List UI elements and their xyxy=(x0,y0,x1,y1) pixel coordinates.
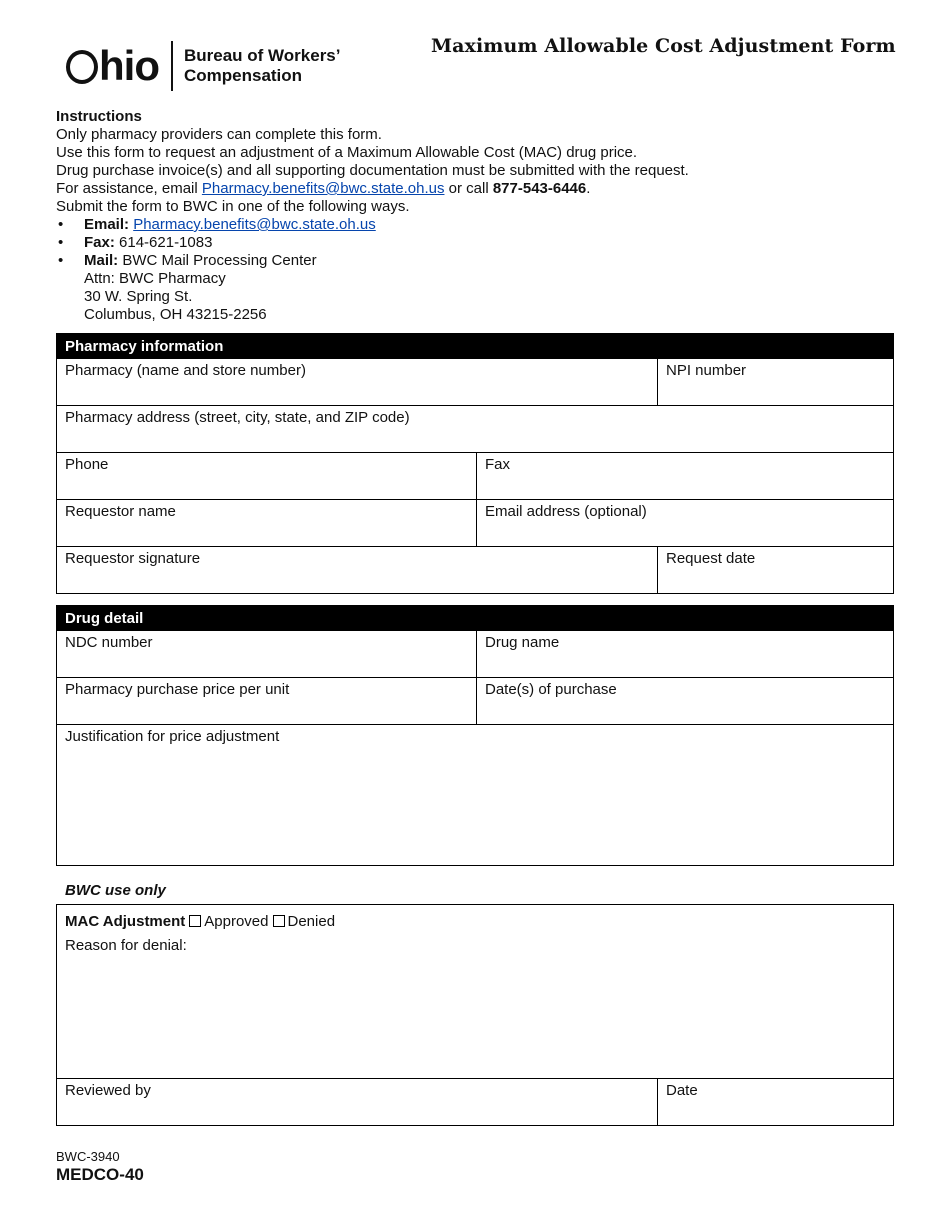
pharmacy-information-heading: Pharmacy information xyxy=(57,334,893,359)
form-row xyxy=(57,405,893,452)
form-row xyxy=(57,499,893,546)
instructions-line: Drug purchase invoice(s) and all supporting documentation must be submitted with the request. xyxy=(56,162,689,179)
drug-name-field[interactable]: Drug name xyxy=(476,631,893,677)
drug-detail-heading: Drug detail xyxy=(57,606,893,631)
denied-label: Denied xyxy=(287,913,336,930)
reason-for-denial-field[interactable]: Reason for denial: xyxy=(65,937,187,954)
phone-field[interactable]: Phone xyxy=(65,456,109,473)
mac-adjustment-area xyxy=(57,905,893,1078)
assistance-line: For assistance, email Pharmacy.benefits@bwc.state.oh.us or call 877-543-6446. xyxy=(56,180,591,197)
submit-email-item: • Email: Pharmacy.benefits@bwc.state.oh.us xyxy=(58,216,376,233)
approved-checkbox[interactable] xyxy=(189,915,201,927)
mail-address-line: 30 W. Spring St. xyxy=(84,288,193,305)
mac-adjustment-line xyxy=(65,913,885,931)
purchase-price-field[interactable]: Pharmacy purchase price per unit xyxy=(65,681,290,698)
mac-adjustment-label: MAC Adjustment xyxy=(65,913,186,930)
fax-field[interactable]: Fax xyxy=(476,453,893,499)
ohio-wordmark xyxy=(66,42,159,89)
pharmacy-name-field[interactable]: Pharmacy (name and store number) xyxy=(65,362,306,379)
email-address-field[interactable]: Email address (optional) xyxy=(476,500,893,546)
bureau-name xyxy=(184,46,341,86)
bureau-line1: Bureau of Workers’ xyxy=(183,46,341,65)
instructions-block xyxy=(56,108,916,324)
instructions-heading: Instructions xyxy=(56,108,142,125)
bureau-line2: Compensation xyxy=(183,66,303,85)
requestor-signature-field[interactable]: Requestor signature xyxy=(65,550,201,567)
justification-field[interactable]: Justification for price adjustment xyxy=(65,728,280,745)
ndc-number-field[interactable]: NDC number xyxy=(65,634,153,651)
instructions-line: Only pharmacy providers can complete this form. xyxy=(56,126,382,143)
form-row xyxy=(57,631,893,677)
form-title: Maximum Allowable Cost Adjustment Form xyxy=(431,35,896,57)
submit-fax-item: • Fax: 614-621-1083 xyxy=(58,234,213,251)
purchase-dates-field[interactable]: Date(s) of purchase xyxy=(476,678,893,724)
bwc-use-only-section xyxy=(56,904,894,1126)
form-row xyxy=(57,452,893,499)
pharmacy-information-section xyxy=(56,333,894,594)
requestor-name-field[interactable]: Requestor name xyxy=(65,503,176,520)
submit-mail-item: • Mail: BWC Mail Processing Center xyxy=(58,252,317,269)
ohio-wordmark-text: hio xyxy=(99,42,159,89)
ohio-o-ring-icon xyxy=(66,50,98,84)
logo-divider xyxy=(171,41,173,91)
form-row xyxy=(57,1078,893,1125)
form-row xyxy=(57,724,893,865)
assistance-email-link[interactable]: Pharmacy.benefits@bwc.state.oh.us xyxy=(201,180,445,197)
form-row xyxy=(57,546,893,593)
request-date-field[interactable]: Request date xyxy=(657,547,893,593)
assistance-phone: 877-543-6446 xyxy=(492,180,587,197)
bwc-logo xyxy=(66,40,341,92)
medco-code: MEDCO-40 xyxy=(56,1165,144,1184)
form-row xyxy=(57,359,893,405)
approved-label: Approved xyxy=(204,913,269,930)
reviewed-by-field[interactable]: Reviewed by xyxy=(65,1082,151,1099)
bwc-use-only-heading: BWC use only xyxy=(65,882,166,899)
pharmacy-address-field[interactable]: Pharmacy address (street, city, state, and ZIP code) xyxy=(65,409,410,426)
denied-checkbox[interactable] xyxy=(273,915,285,927)
form-code: BWC-3940 xyxy=(56,1149,120,1164)
review-date-field[interactable]: Date xyxy=(657,1079,893,1125)
mail-address-line: Attn: BWC Pharmacy xyxy=(84,270,226,287)
submit-intro: Submit the form to BWC in one of the following ways. xyxy=(56,198,410,215)
form-row xyxy=(57,905,893,1078)
mail-address-line: Columbus, OH 43215-2256 xyxy=(84,306,267,323)
submit-email-link[interactable]: Pharmacy.benefits@bwc.state.oh.us xyxy=(133,216,376,233)
submit-methods-list xyxy=(56,216,916,270)
drug-detail-section xyxy=(56,605,894,866)
npi-number-field[interactable]: NPI number xyxy=(657,359,893,405)
instructions-line: Use this form to request an adjustment of a Maximum Allowable Cost (MAC) drug price. xyxy=(56,144,638,161)
form-row xyxy=(57,677,893,724)
